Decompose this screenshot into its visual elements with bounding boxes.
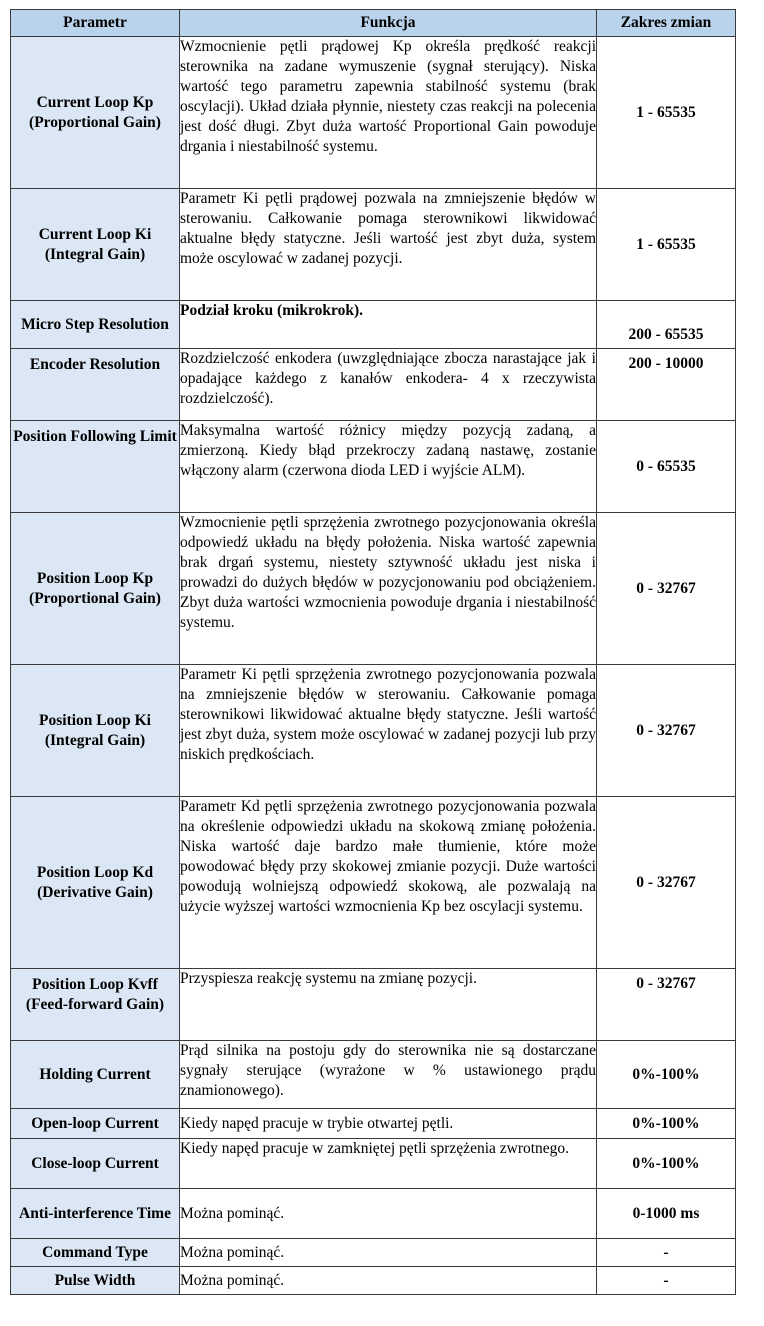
param-name: Position Loop Kp (Proportional Gain): [11, 513, 180, 665]
param-description: Rozdzielczość enkodera (uwzględniające zbocza narastające jak i opadające każdego z kanałów enkodera- 4 x rzeczywista rozdzielczość).: [180, 349, 597, 421]
param-description: Wzmocnienie pętli prądowej Kp określa prędkość reakcji sterownika na zadane wymuszenie (sygnał sterujący). Niska wartość tego parametru zapewnia stabilność systemu (brak oscylacji). Układ działa płynnie, niestety czas reakcji na polecenia jest dość długi. Zbyt duża wartość Proportional Gain powoduje drgania i niestabilność systemu.: [180, 37, 597, 189]
param-range: 0 - 32767: [597, 797, 736, 969]
param-description: Kiedy napęd pracuje w trybie otwartej pętli.: [180, 1109, 597, 1139]
param-name: Close-loop Current: [11, 1139, 180, 1189]
param-range: 0%-100%: [597, 1109, 736, 1139]
table-row: [11, 1239, 736, 1267]
param-range: 1 - 65535: [597, 37, 736, 189]
param-description: Wzmocnienie pętli sprzężenia zwrotnego pozycjonowania określa odpowiedź układu na błędy położenia. Niska wartość zapewnia brak drgań systemu, niestety sztywność układu jest niska i prowadzi do dużych błędów w pozycjonowaniu pod obciążeniem. Zbyt duża wartości wzmocnienia powoduje drgania i niestabilność systemu.: [180, 513, 597, 665]
param-name: Position Loop Ki (Integral Gain): [11, 665, 180, 797]
table-row: [11, 1109, 736, 1139]
param-range: -: [597, 1239, 736, 1267]
param-range: 0 - 32767: [597, 665, 736, 797]
parameters-table: [10, 9, 736, 1295]
table-row: [11, 1139, 736, 1189]
param-name: Pulse Width: [11, 1267, 180, 1295]
table-row: [11, 1041, 736, 1109]
param-range: 200 - 10000: [597, 349, 736, 421]
param-name: Current Loop Ki (Integral Gain): [11, 189, 180, 301]
table-row: [11, 349, 736, 421]
param-name: Open-loop Current: [11, 1109, 180, 1139]
param-name: Holding Current: [11, 1041, 180, 1109]
param-description: Podział kroku (mikrokrok).: [180, 301, 597, 349]
param-name: Position Loop Kvff (Feed-forward Gain): [11, 969, 180, 1041]
table-row: [11, 189, 736, 301]
param-name: Command Type: [11, 1239, 180, 1267]
param-range: 0%-100%: [597, 1041, 736, 1109]
table-row: [11, 797, 736, 969]
param-name: Encoder Resolution: [11, 349, 180, 421]
param-range: 0-1000 ms: [597, 1189, 736, 1239]
param-range: 0%-100%: [597, 1139, 736, 1189]
table-row: [11, 37, 736, 189]
table-row: [11, 513, 736, 665]
param-description: Kiedy napęd pracuje w zamkniętej pętli sprzężenia zwrotnego.: [180, 1139, 597, 1189]
table-row: [11, 1267, 736, 1295]
header-zakres: Zakres zmian: [597, 10, 736, 37]
param-name: Anti-interference Time: [11, 1189, 180, 1239]
param-range: 0 - 65535: [597, 421, 736, 513]
param-description: Maksymalna wartość różnicy między pozycją zadaną, a zmierzoną. Kiedy błąd przekroczy zadaną nastawę, zostanie włączony alarm (czerwona dioda LED i wyjście ALM).: [180, 421, 597, 513]
param-range: 0 - 32767: [597, 513, 736, 665]
param-description: Parametr Ki pętli prądowej pozwala na zmniejszenie błędów w sterowaniu. Całkowanie pomaga sterownikowi likwidować aktualne błędy statyczne. Jeśli wartość jest zbyt duża, system może oscylować w zadanej pozycji.: [180, 189, 597, 301]
param-name: Position Following Limit: [11, 421, 180, 513]
param-range: 0 - 32767: [597, 969, 736, 1041]
param-description: Można pominąć.: [180, 1239, 597, 1267]
table-row: [11, 301, 736, 349]
param-description: Przyspiesza reakcję systemu na zmianę pozycji.: [180, 969, 597, 1041]
param-range: 200 - 65535: [597, 301, 736, 349]
param-description: Prąd silnika na postoju gdy do sterownika nie są dostarczane sygnały sterujące (wyrażone w % ustawionego prądu znamionowego).: [180, 1041, 597, 1109]
table-header-row: [11, 10, 736, 37]
table-row: [11, 969, 736, 1041]
param-name: Current Loop Kp (Proportional Gain): [11, 37, 180, 189]
param-name: Position Loop Kd (Derivative Gain): [11, 797, 180, 969]
table-row: [11, 1189, 736, 1239]
param-description: Parametr Kd pętli sprzężenia zwrotnego pozycjonowania pozwala na określenie odpowiedzi układu na skokową zmianę położenia. Niska wartość daje bardzo małe tłumienie, które może powodować błędy przy skokowej zmianie pozycji. Duże wartości powodują wolniejszą odpowiedź skokową, ale pozwalają na użycie wyższej wartości wzmocnienia Kp bez oscylacji systemu.: [180, 797, 597, 969]
param-name: Micro Step Resolution: [11, 301, 180, 349]
header-parametr: Parametr: [11, 10, 180, 37]
param-description: Można pominąć.: [180, 1267, 597, 1295]
table-row: [11, 665, 736, 797]
param-range: -: [597, 1267, 736, 1295]
header-funkcja: Funkcja: [180, 10, 597, 37]
param-range: 1 - 65535: [597, 189, 736, 301]
param-description: Parametr Ki pętli sprzężenia zwrotnego pozycjonowania pozwala na zmniejszenie błędów w sterowaniu. Całkowanie pomaga sterownikowi likwidować aktualne błędy statyczne. Jeśli wartość jest zbyt duża, system może oscylować w zadanej pozycji lub przy niskich prędkościach.: [180, 665, 597, 797]
param-description: Można pominąć.: [180, 1189, 597, 1239]
table-row: [11, 421, 736, 513]
